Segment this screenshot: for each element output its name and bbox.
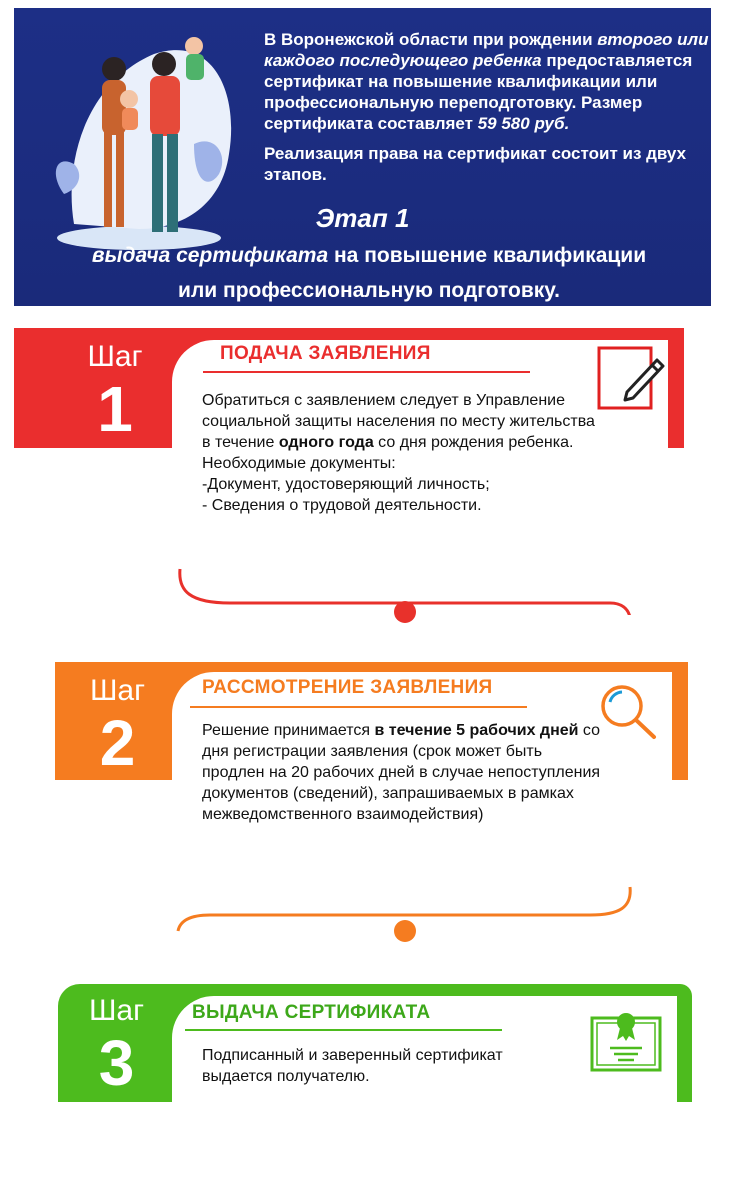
step-2-text <box>202 720 607 825</box>
step-3-word: Шаг <box>88 994 145 1027</box>
step-1-text-part-1: Обратиться с заявлением следует в Управление социальной защиты населения по месту жительства в течение <box>202 392 595 451</box>
step-2-number: 2 <box>99 707 136 779</box>
step-1-text-part-2: со дня рождения ребенка. <box>373 434 574 451</box>
step-3-text: Подписанный и заверенный сертификат выдается получателю. <box>202 1047 503 1085</box>
magnifier-icon <box>598 682 658 740</box>
stage-title: Этап 1 <box>315 203 410 233</box>
intro-mid: предоставляется сертификат на повышение квалификации или профессиональную переподготовку. Размер сертификата составляет <box>264 51 693 133</box>
step-2-connector-dot <box>394 920 416 942</box>
step-2-text-part-1: Решение принимается <box>202 722 375 739</box>
step-2-text-part-2: со дня регистрации заявления (срок может быть продлен на 20 рабочих дней в случае непоступления документов (сведений), запрашиваемых в рамках межведомственного взаимодействия) <box>202 722 601 823</box>
step-2-text-bold: в течение 5 рабочих дней <box>374 722 579 739</box>
step-1-text-bold: одного года <box>278 434 374 451</box>
info-banner <box>14 8 711 306</box>
intro-paragraph <box>264 29 724 134</box>
step-3-title-underline <box>185 1029 502 1031</box>
step-2-title: РАССМОТРЕНИЕ ЗАЯВЛЕНИЯ <box>202 677 493 698</box>
step-1-doc-1: -Документ, удостоверяющий личность; <box>202 476 490 493</box>
stage-desc-emphasis: выдача сертификата <box>91 244 329 267</box>
step-1-docs-title: Необходимые документы: <box>202 455 396 472</box>
realization-paragraph: Реализация права на сертификат состоит из двух этапов. <box>264 144 687 184</box>
step-1-number: 1 <box>97 373 133 445</box>
stage-description-line-2: или профессиональную подготовку. <box>178 279 560 302</box>
step-1-text <box>202 390 602 516</box>
step-3-tab <box>58 984 175 1102</box>
certificate-amount: 59 580 руб. <box>477 114 570 133</box>
certificate-icon <box>590 1008 662 1072</box>
intro-pre: В Воронежской области при рождении <box>264 30 598 49</box>
step-1-title-underline <box>203 371 530 373</box>
step-3-number: 3 <box>98 1027 135 1099</box>
step-1-title: ПОДАЧА ЗАЯВЛЕНИЯ <box>220 343 431 364</box>
intro-text <box>264 29 724 194</box>
step-2-title-underline <box>190 706 527 708</box>
intro-emphasis: второго или каждого последующего ребенка <box>264 30 709 70</box>
step-2-word: Шаг <box>89 674 146 707</box>
pencil-icon <box>597 346 665 410</box>
stage-description-line-1 <box>44 241 694 270</box>
step-1-word: Шаг <box>87 340 143 373</box>
stage-desc-rest-1: на повышение квалификации <box>328 244 647 267</box>
step-2-tab <box>60 662 175 780</box>
step-1-tab <box>55 328 175 448</box>
step-3-title: ВЫДАЧА СЕРТИФИКАТА <box>192 1002 431 1023</box>
step-1-connector-dot <box>394 601 416 623</box>
step-1-doc-2: - Сведения о трудовой деятельности. <box>202 497 482 514</box>
